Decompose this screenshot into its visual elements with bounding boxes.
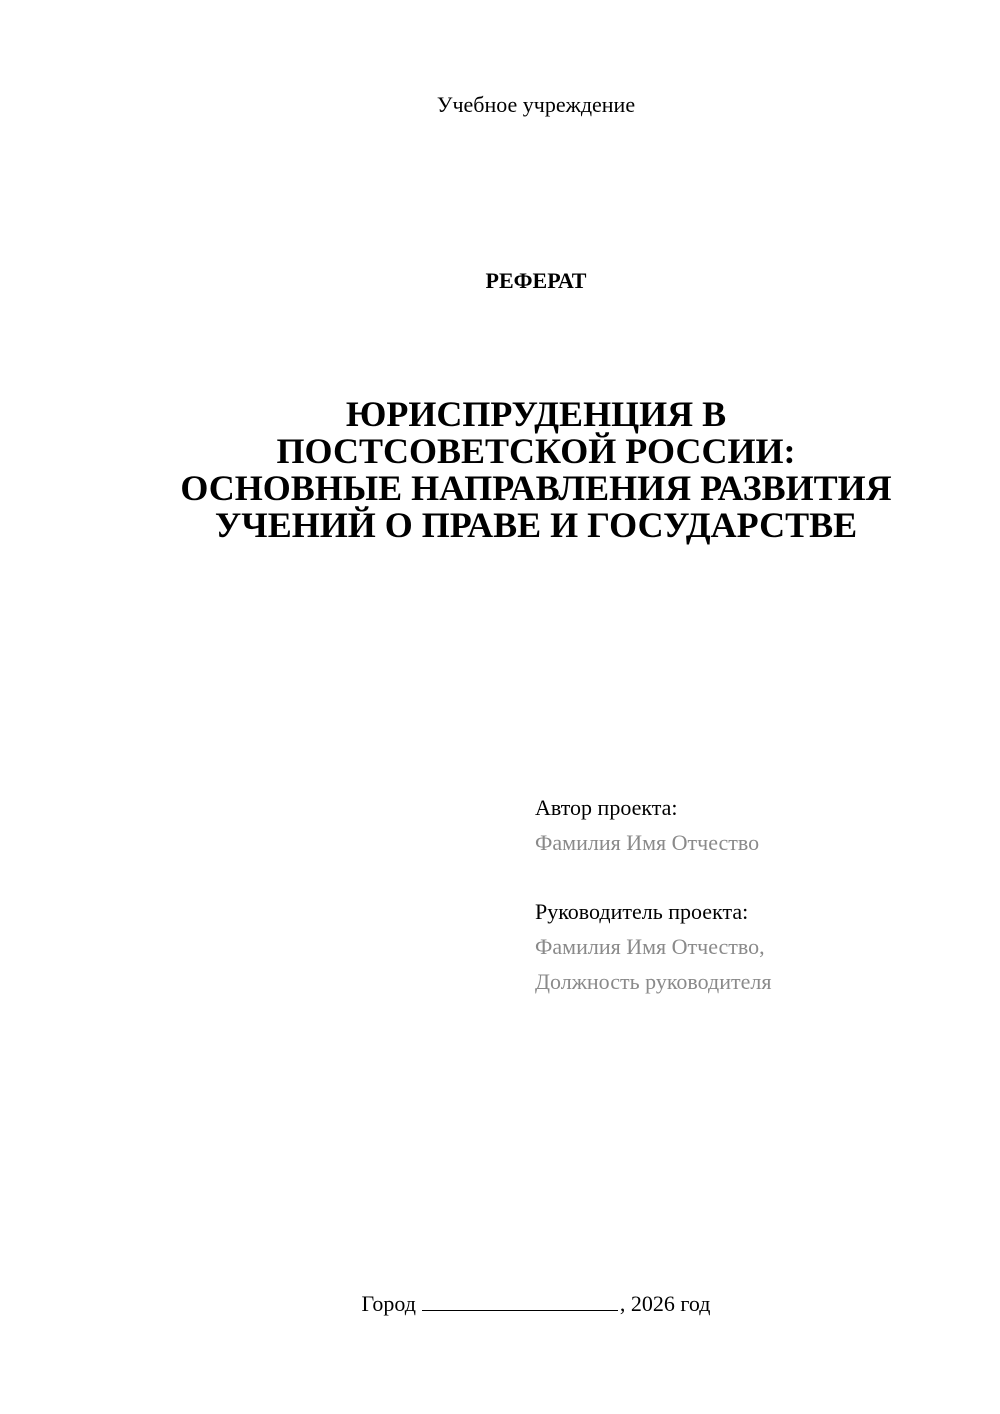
supervisor-name: Фамилия Имя Отчество,: [535, 934, 765, 959]
author-label: Автор проекта:: [535, 795, 678, 820]
title-line: ПОСТСОВЕТСКОЙ РОССИИ:: [276, 431, 796, 471]
institution-name: Учебное учреждение: [436, 92, 636, 117]
title-line: ОСНОВНЫЕ НАПРАВЛЕНИЯ РАЗВИТИЯ: [180, 468, 892, 508]
document-type: РЕФЕРАТ: [485, 268, 587, 293]
city-blank-line: [422, 1290, 618, 1311]
supervisor-position: Должность руководителя: [535, 969, 772, 994]
title-line: УЧЕНИЙ О ПРАВЕ И ГОСУДАРСТВЕ: [214, 505, 858, 545]
supervisor-label: Руководитель проекта:: [535, 899, 749, 924]
city-label: Город: [361, 1291, 416, 1316]
author-name: Фамилия Имя Отчество: [535, 830, 760, 855]
title-line: ЮРИСПРУДЕНЦИЯ В: [345, 394, 727, 434]
credits-block: [535, 790, 975, 999]
footer-city-year: [0, 1290, 1000, 1317]
document-title: [60, 396, 1000, 544]
year-text: , 2026 год: [619, 1291, 711, 1316]
credits-spacer: [535, 860, 975, 894]
